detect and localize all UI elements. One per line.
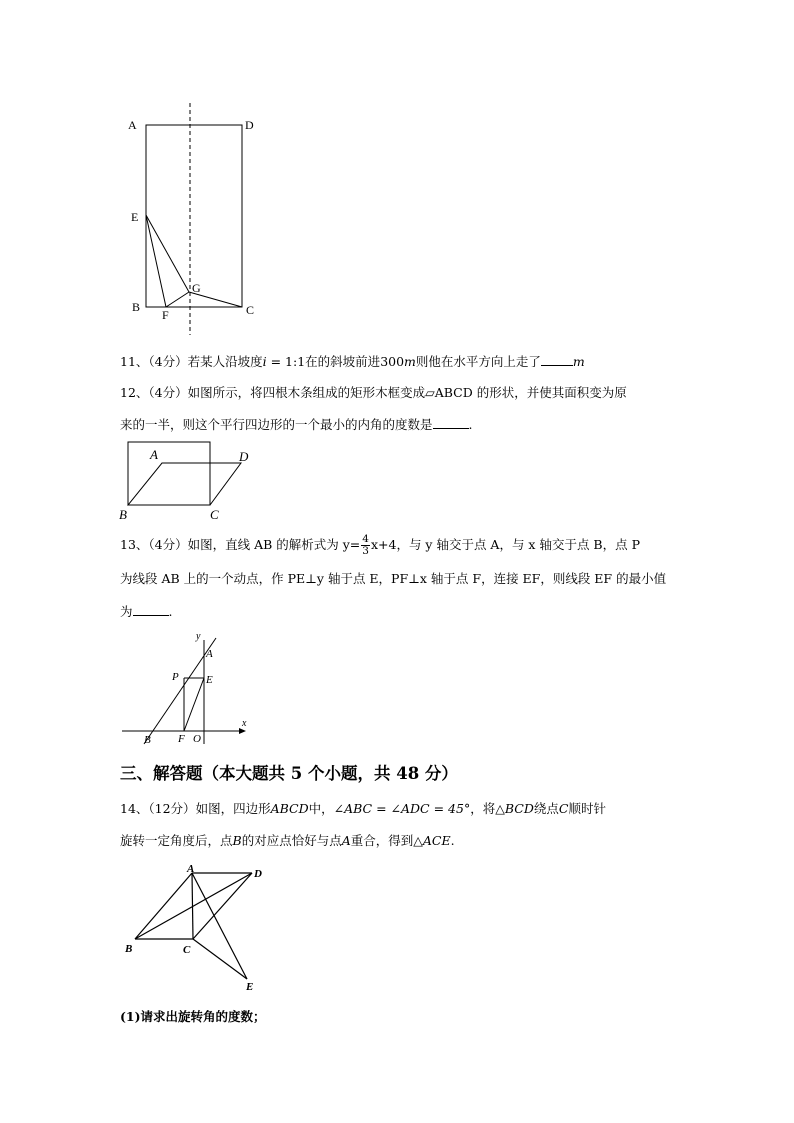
original-rectangle <box>128 442 210 505</box>
q14-score: （12分） <box>148 801 196 816</box>
q14-number: 14、 <box>120 801 149 816</box>
q14-point-a: A <box>341 833 351 848</box>
parallelogram <box>128 463 241 505</box>
segment-ef <box>146 215 166 307</box>
label-c: C <box>183 944 191 956</box>
q14-text-f: 旋转一定角度后，点 <box>120 833 233 848</box>
segment-ce <box>193 939 247 979</box>
q13-text-line3: 为 <box>120 604 133 619</box>
q11-text-post: 则他在水平方向上走了 <box>415 354 541 369</box>
label-a: A <box>187 863 195 875</box>
q14-text-h: 重合，得到 <box>350 833 414 848</box>
label-c: C <box>246 303 255 317</box>
figure-coordinate-line <box>118 630 258 748</box>
q11-answer-blank[interactable] <box>541 352 573 366</box>
q14-text-end: . <box>450 833 455 848</box>
label-a: A <box>128 118 137 132</box>
label-y: y <box>196 631 201 642</box>
question-12-line1 <box>120 384 627 402</box>
q12-score: （4分） <box>148 385 188 400</box>
q14-text-c: ，将 <box>470 801 496 816</box>
label-e: E <box>206 674 213 686</box>
label-c: C <box>210 507 219 522</box>
q14-angles: ∠ABC = ∠ADC = 45° <box>333 801 471 816</box>
label-b: B <box>119 507 127 522</box>
q13-number: 13、 <box>120 537 149 552</box>
label-o: O <box>193 733 201 745</box>
label-x: x <box>242 718 247 729</box>
q14-text-d: 绕点 <box>533 801 559 816</box>
q11-formula-i: i <box>262 354 267 369</box>
figure-rotation-abcd <box>118 862 278 992</box>
question-14-line2 <box>120 832 455 850</box>
q14-text-a: 如图，四边形 <box>195 801 271 816</box>
question-14-line1 <box>120 800 606 818</box>
segment-bd <box>135 873 252 939</box>
q11-unit: m <box>404 354 416 369</box>
q11-number: 11、 <box>120 354 149 369</box>
q14-text-e: 顺时针 <box>568 801 606 816</box>
question-12-line2 <box>120 415 473 434</box>
q14-point-c: C <box>558 801 569 816</box>
question-14-part-1: (1)请求出旋转角的度数； <box>120 1009 266 1024</box>
q11-text-pre: 若某人沿坡度 <box>187 354 263 369</box>
q14-triangle-ace: △ACE <box>413 833 451 848</box>
segment-fg <box>166 292 189 307</box>
q11-score: （4分） <box>148 354 188 369</box>
q12-text-line2: 来的一半，则这个平行四边形的一个最小的内角的度数是 <box>120 417 433 432</box>
label-d: D <box>254 868 262 880</box>
label-b: B <box>125 943 133 955</box>
q14-triangle-bcd: △BCD <box>495 801 534 816</box>
q11-distance: 300 <box>380 354 405 369</box>
q12-end: . <box>468 417 473 432</box>
q12-answer-blank[interactable] <box>433 415 469 429</box>
q13-score: （4分） <box>148 537 188 552</box>
label-d: D <box>245 118 254 132</box>
q13-fraction <box>361 534 370 557</box>
q14-point-b: B <box>232 833 242 848</box>
q11-end-unit: m <box>572 354 585 369</box>
question-13-line3 <box>120 602 173 621</box>
segment-cd <box>193 873 252 939</box>
q14-text-b: 中， <box>308 801 334 816</box>
label-d: D <box>239 449 249 464</box>
q11-text-mid: 在的斜坡前进 <box>305 354 381 369</box>
q13-text-pre: 如图，直线 AB 的解析式为 y= <box>187 537 361 552</box>
question-13-line1 <box>120 528 640 562</box>
segment-ae <box>192 873 247 979</box>
q14-quadrilateral: ABCD <box>270 801 309 816</box>
label-g: G <box>192 281 201 295</box>
question-11 <box>120 352 585 371</box>
label-b: B <box>132 300 141 314</box>
q12-number: 12、 <box>120 385 149 400</box>
label-e: E <box>246 981 254 992</box>
label-e: E <box>131 210 139 224</box>
label-f: F <box>178 733 185 745</box>
label-f: F <box>162 308 169 322</box>
q13-text-post: x+4，与 y 轴交于点 A，与 x 轴交于点 B，点 P <box>370 537 640 552</box>
q13-answer-blank[interactable] <box>133 602 169 616</box>
q13-text-line2: 为线段 AB 上的一个动点，作 PE⊥y 轴于点 E，PF⊥x 轴于点 F，连接 EF，则线段 EF 的最小值 <box>120 571 667 586</box>
q11-formula-ratio: = 1:1 <box>266 354 306 369</box>
segment-eg <box>146 215 189 292</box>
q13-fraction-denominator: 3 <box>362 545 369 557</box>
segment-ab <box>135 873 192 939</box>
segment-ac <box>192 873 193 939</box>
question-13-line2 <box>120 570 666 588</box>
q13-fraction-numerator: 4 <box>362 533 369 545</box>
q12-text-line1: 如图所示，将四根木条组成的矩形木框变成▱ABCD 的形状，并使其面积变为原 <box>187 385 627 400</box>
q13-end: . <box>168 604 173 619</box>
figure-rectangle-abcd <box>120 95 270 335</box>
label-a: A <box>150 447 158 462</box>
q14-text-g: 的对应点恰好与点 <box>241 833 342 848</box>
label-b: B <box>144 734 151 746</box>
label-a: A <box>206 648 213 660</box>
figure-parallelogram-abcd <box>112 436 262 524</box>
label-p: P <box>172 671 179 683</box>
segment-ef <box>184 678 204 731</box>
section-3-heading: 三、解答题（本大题共 5 个小题，共 48 分） <box>120 764 458 783</box>
